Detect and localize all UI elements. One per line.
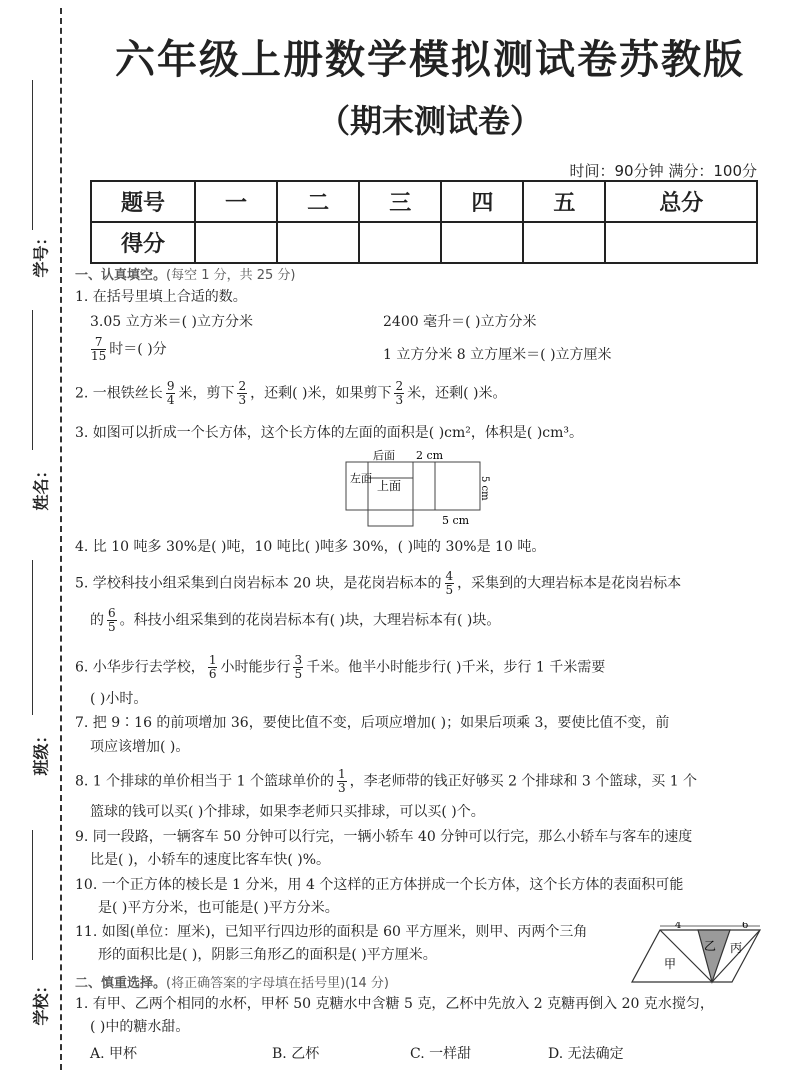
question-4: 4. 比 10 吨多 30%是( )吨，10 吨比( )吨多 30%，( )吨的 30%是 10 吨。 <box>75 539 546 555</box>
fraction: $\frac{4}{5}$ <box>445 569 454 597</box>
question-11-line2: 形的面积比是( )，阴影三角形乙的面积是( )平方厘米。 <box>98 947 437 963</box>
score-cell[interactable] <box>605 222 757 263</box>
question-10-line1: 10. 一个正方体的棱长是 1 分米，用 4 个这样的正方体拼成一个长方体，这个长方体的表面积可能 <box>75 877 684 893</box>
number-label: 学号： <box>31 229 51 278</box>
section-2-note: (将正确答案的字母填在括号里)(14 分) <box>166 976 389 991</box>
net-label-left: 左面 <box>350 472 372 485</box>
score-cell[interactable] <box>195 222 277 263</box>
region-jia: 甲 <box>664 957 677 971</box>
score-header-cell: 二 <box>277 181 359 222</box>
question-6-line2: ( )小时。 <box>90 691 148 707</box>
section-2-question-1-line2: ( )中的糖水甜。 <box>90 1019 190 1035</box>
cuboid-net-figure <box>330 446 500 532</box>
question-10-line2: 是( )平方分米，也可能是( )平方分米。 <box>98 900 339 916</box>
score-header-cell: 总分 <box>605 181 757 222</box>
question-5-line2: 的 $\frac{6}{5}$ 。科技小组采集到的花岗岩标本有( )块，大理岩标本有( )块。 <box>90 606 501 634</box>
class-write-line <box>32 560 33 715</box>
region-yi: 乙 <box>704 939 717 953</box>
school-write-line <box>32 830 33 960</box>
class-field[interactable] <box>2 560 52 780</box>
score-table-score-row <box>91 222 757 263</box>
net-dim-height: 5 cm <box>479 476 490 501</box>
question-1a: 3.05 立方米＝( )立方分米 <box>90 314 253 330</box>
score-header-cell: 题号 <box>91 181 195 222</box>
fraction: $\frac{1}{6}$ <box>208 653 217 681</box>
question-1d: 1 立方分米 8 立方厘米＝( )立方厘米 <box>383 347 612 363</box>
fraction: $\frac{3}{5}$ <box>294 653 303 681</box>
score-cell[interactable] <box>277 222 359 263</box>
net-label-top: 上面 <box>377 479 402 493</box>
question-1b: 2400 毫升＝( )立方分米 <box>383 314 537 330</box>
region-bing: 丙 <box>730 941 743 955</box>
school-field[interactable] <box>2 830 52 1050</box>
number-write-line <box>32 80 33 230</box>
time-info: 时间：90分钟 满分：100分 <box>569 162 757 180</box>
question-8-line2: 篮球的钱可以买( )个排球，如果李老师只买排球，可以买( )个。 <box>90 804 485 820</box>
score-table <box>90 180 758 264</box>
net-label-back: 后面 <box>373 449 395 462</box>
option-c[interactable]: C. 一样甜 <box>410 1046 472 1062</box>
option-b[interactable]: B. 乙杯 <box>272 1046 320 1062</box>
question-2: 2. 一根铁丝长 $\frac{9}{4}$ 米，剪下 $\frac{2}{3}$ ，还剩( )米，如果剪下 $\frac{2}{3}$ 米，还剩( )米。 <box>75 379 507 407</box>
question-3: 3. 如图可以折成一个长方体，这个长方体的左面的面积是( )cm²，体积是( )cm³。 <box>75 425 584 441</box>
score-header-cell: 四 <box>441 181 523 222</box>
section-2-question-1-line1: 1. 有甲、乙两个相同的水杯，甲杯 50 克糖水中含糖 5 克，乙杯中先放入 2 克糖再倒入 20 克水搅匀， <box>75 996 714 1012</box>
student-name-field[interactable] <box>2 310 52 510</box>
name-label: 姓名： <box>31 462 51 511</box>
question-9-line2: 比是( )，小轿车的速度比客车快( )%。 <box>90 852 331 868</box>
school-label: 学校： <box>31 977 51 1026</box>
score-cell[interactable] <box>523 222 605 263</box>
score-table-header-row <box>91 181 757 222</box>
question-1c: $\frac{7}{15}$ 时＝( )分 <box>91 335 167 363</box>
figure-measure-6: 6 <box>742 922 749 931</box>
question-9-line1: 9. 同一段路，一辆客车 50 分钟可以行完，一辆小轿车 40 分钟可以行完，那么小轿车与客车的速度 <box>75 829 693 845</box>
net-dim-length: 5 cm <box>442 514 470 527</box>
option-a[interactable]: A. 甲杯 <box>90 1046 138 1062</box>
question-1: 1. 在括号里填上合适的数。 <box>75 289 247 305</box>
score-cell[interactable] <box>359 222 441 263</box>
score-row-label: 得分 <box>91 222 195 263</box>
section-1-heading <box>75 264 296 283</box>
class-label: 班级： <box>31 727 51 776</box>
name-write-line <box>32 310 33 450</box>
question-6-line1: 6. 小华步行去学校， $\frac{1}{6}$ 小时能步行 $\frac{3}{5}$ 千米。他半小时能步行( )千米，步行 1 千米需要 <box>75 653 606 681</box>
fraction: $\frac{9}{4}$ <box>166 379 175 407</box>
question-8-line1: 8. 1 个排球的单价相当于 1 个篮球单价的 $\frac{1}{3}$ ，李老师带的钱正好够买 2 个排球和 3 个篮球，买 1 个 <box>75 767 698 795</box>
student-number-field[interactable] <box>2 60 52 278</box>
score-header-cell: 三 <box>359 181 441 222</box>
option-d[interactable]: D. 无法确定 <box>548 1046 624 1062</box>
question-7-line1: 7. 把 9∶16 的前项增加 36，要使比值不变，后项应增加( )；如果后项乘 3，要使比值不变，前 <box>75 715 670 731</box>
score-header-cell: 五 <box>523 181 605 222</box>
question-7-line2: 项应该增加( )。 <box>90 739 190 755</box>
section-2-heading <box>75 972 389 991</box>
section-2-title: 二、慎重选择。 <box>75 976 167 991</box>
question-11-line1: 11. 如图(单位：厘米)，已知平行四边形的面积是 60 平方厘米，则甲、丙两个三角 <box>75 924 588 940</box>
fraction: $\frac{1}{3}$ <box>337 767 346 795</box>
score-cell[interactable] <box>441 222 523 263</box>
fraction: $\frac{2}{3}$ <box>238 379 247 407</box>
parallelogram-figure <box>630 922 770 986</box>
page-title: 六年级上册数学模拟测试卷苏教版 <box>115 37 745 83</box>
net-dim-width: 2 cm <box>416 449 444 462</box>
fraction: $\frac{7}{15}$ <box>91 335 107 363</box>
section-1-note: (每空 1 分，共 25 分) <box>166 268 296 283</box>
section-1-title: 一、认真填空。 <box>75 268 167 283</box>
score-header-cell: 一 <box>195 181 277 222</box>
fraction: $\frac{6}{5}$ <box>108 606 116 634</box>
question-5-line1: 5. 学校科技小组采集到白岗岩标本 20 块，是花岗岩标本的 $\frac{4}{5}$ ，采集到的大理岩标本是花岗岩标本 <box>75 569 682 597</box>
figure-measure-4: 4 <box>675 922 682 931</box>
page-subtitle: （期末测试卷） <box>317 102 542 140</box>
fraction: $\frac{2}{3}$ <box>395 379 404 407</box>
binding-line <box>60 8 62 1070</box>
